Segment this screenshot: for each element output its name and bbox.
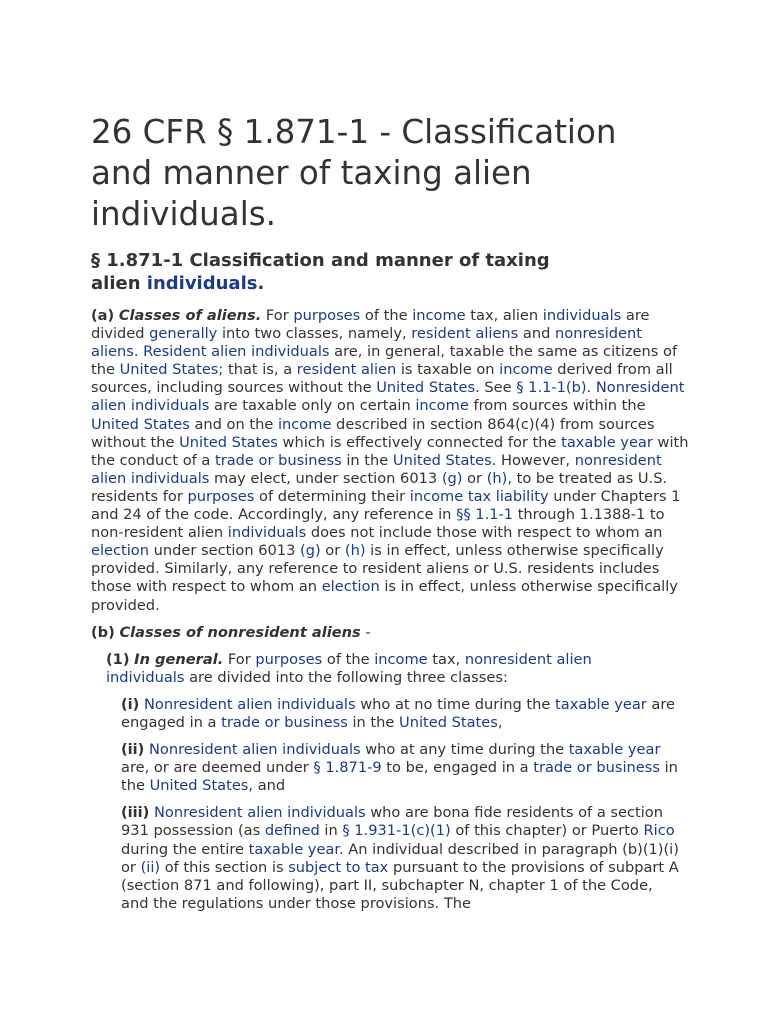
text-run: of the: [322, 650, 375, 668]
inline-link[interactable]: income: [412, 307, 466, 324]
text-run: are engaged in a: [121, 695, 676, 731]
inline-link[interactable]: nonresident aliens: [91, 325, 642, 361]
text-run: may elect, under section 6013: [209, 469, 442, 487]
text-run: tax,: [427, 650, 465, 668]
text-run: which is effectively connected for the: [277, 433, 562, 451]
paragraph-a-heading: Classes of aliens.: [118, 307, 262, 324]
document-page: [91, 112, 691, 913]
section-heading: [91, 249, 591, 295]
inline-link[interactable]: Nonresident alien individuals: [91, 379, 685, 415]
inline-link[interactable]: Resident alien individuals: [143, 343, 330, 361]
paragraph-b-suffix: -: [360, 623, 371, 641]
text-run: ; that is, a: [218, 361, 297, 379]
section-heading-text: § 1.871-1 Classification and manner of taxing alien: [91, 250, 550, 294]
inline-link[interactable]: individuals: [227, 524, 307, 542]
inline-link[interactable]: generally: [149, 325, 218, 343]
page-title: 26 CFR § 1.871-1 - Classification and manner of taxing alien individuals.: [91, 113, 617, 233]
paragraph-b-1: [106, 651, 596, 687]
inline-link[interactable]: purposes: [187, 487, 255, 505]
text-run: and: [518, 325, 556, 343]
inline-link[interactable]: Nonresident alien individuals: [154, 804, 366, 822]
paragraph-iii-body: [121, 804, 679, 911]
text-run: in the: [121, 759, 678, 795]
section-heading-link[interactable]: individuals: [146, 273, 258, 294]
text-run: ,: [497, 713, 503, 731]
inline-link[interactable]: United States: [179, 433, 278, 451]
inline-link[interactable]: §§ 1.1-1: [456, 506, 514, 524]
inline-link[interactable]: purposes: [293, 307, 361, 324]
text-run: are divided: [91, 307, 650, 343]
inline-link[interactable]: income: [499, 361, 553, 379]
text-run: derived from all sources, including sources without the: [91, 361, 673, 397]
inline-link[interactable]: taxable year: [561, 433, 653, 451]
inline-link[interactable]: (g): [441, 469, 463, 487]
inline-link[interactable]: income: [415, 397, 469, 415]
inline-link[interactable]: (ii): [140, 858, 161, 876]
inline-link[interactable]: taxable year: [568, 741, 661, 759]
inline-link[interactable]: (h): [344, 542, 366, 560]
inline-link[interactable]: income: [277, 415, 332, 433]
inline-link[interactable]: § 1.871-9: [313, 759, 382, 777]
paragraph-b-label: (b): [91, 623, 115, 641]
text-run: described in section 864(c)(4) from sources without the: [91, 415, 655, 451]
inline-link[interactable]: Rico: [643, 822, 675, 840]
inline-link[interactable]: (g): [300, 542, 321, 560]
text-run: are taxable only on certain: [209, 397, 416, 415]
text-run: of this section is: [160, 858, 289, 876]
text-run: is in effect, unless otherwise specifically provided. Similarly, any reference to resident aliens or U.S. residents includes those with respect to whom an: [91, 542, 664, 596]
inline-link[interactable]: United States: [376, 379, 476, 397]
text-run: .: [133, 343, 144, 361]
paragraph-b-1-label: (1): [106, 650, 130, 668]
inline-link[interactable]: income: [374, 650, 428, 668]
inline-link[interactable]: Nonresident alien individuals: [143, 695, 356, 713]
paragraph-iii-label: (iii): [121, 804, 150, 822]
paragraph-b-1-i: [121, 696, 681, 732]
inline-link[interactable]: defined: [264, 822, 320, 840]
text-run: tax, alien: [465, 307, 543, 324]
inline-link[interactable]: § 1.1-1(b): [516, 379, 587, 397]
text-run: , and: [248, 777, 286, 795]
text-run: pursuant to the provisions of subpart A (section 871 and following), part II, subchapter N, chapter 1 of the Code, and the regulations under those provisions. The: [121, 858, 679, 912]
text-run: For: [223, 650, 256, 668]
paragraph-b-1-iii: [121, 804, 681, 913]
inline-link[interactable]: election: [321, 578, 380, 596]
inline-link[interactable]: nonresident alien individuals: [91, 451, 662, 487]
text-run: or: [320, 542, 345, 560]
text-run: who at any time during the: [360, 741, 569, 759]
inline-link[interactable]: purposes: [255, 650, 323, 668]
inline-link[interactable]: nonresident alien individuals: [106, 650, 592, 686]
section-heading-suffix: .: [257, 273, 265, 294]
text-run: For: [261, 307, 294, 324]
text-run: . However,: [491, 451, 575, 469]
text-run: in: [319, 822, 343, 840]
text-run: in the: [347, 713, 400, 731]
inline-link[interactable]: taxable year: [248, 840, 340, 858]
inline-link[interactable]: trade or business: [221, 713, 348, 731]
text-run: .: [586, 379, 596, 397]
inline-link[interactable]: subject to tax: [288, 858, 389, 876]
inline-link[interactable]: election: [91, 542, 149, 560]
text-run: are, in general, taxable the same as citizens of the: [91, 343, 678, 379]
inline-link[interactable]: United States: [392, 451, 492, 469]
text-run: with the conduct of a: [91, 433, 689, 469]
paragraph-b: [91, 624, 691, 642]
text-run: is in effect, unless otherwise specifically provided.: [91, 578, 678, 614]
paragraph-a-body: [91, 307, 688, 614]
text-run: of this chapter) or Puerto: [450, 822, 644, 840]
text-run: . An individual described in paragraph (b)(1)(i) or: [121, 840, 679, 876]
inline-link[interactable]: United States: [119, 361, 219, 379]
inline-link[interactable]: § 1.931-1(c)(1): [342, 822, 451, 840]
inline-link[interactable]: United States: [149, 777, 249, 795]
inline-link[interactable]: resident alien: [296, 361, 397, 379]
paragraph-b-1-ii: [121, 741, 681, 795]
text-run: is taxable on: [396, 361, 500, 379]
text-run: of the: [360, 307, 413, 324]
text-run: in the: [341, 451, 393, 469]
paragraph-b-heading: Classes of nonresident aliens: [119, 623, 361, 641]
text-run: into two classes, namely,: [217, 325, 412, 343]
text-run: who at no time during the: [355, 695, 556, 713]
inline-link[interactable]: United States: [91, 415, 190, 433]
inline-link[interactable]: United States: [399, 713, 498, 731]
paragraph-b-1-heading: In general.: [134, 650, 224, 668]
text-run: and on the: [189, 415, 278, 433]
inline-link[interactable]: individuals: [542, 307, 622, 324]
inline-link[interactable]: Nonresident alien individuals: [149, 741, 361, 759]
inline-link[interactable]: (h): [486, 469, 508, 487]
inline-link[interactable]: trade or business: [533, 759, 660, 777]
paragraph-a-label: (a): [91, 307, 115, 324]
text-run: are, or are deemed under: [121, 759, 314, 777]
text-run: from sources within the: [468, 397, 646, 415]
text-run: to be, engaged in a: [381, 759, 534, 777]
inline-link[interactable]: taxable year: [555, 695, 647, 713]
text-run: who are bona fide residents of a section 931 possession (as: [121, 804, 663, 840]
text-run: of determining their: [254, 487, 410, 505]
text-run: , to be treated as U.S. residents for: [91, 469, 668, 505]
paragraph-a: [91, 307, 691, 615]
text-run: during the entire: [121, 840, 249, 858]
text-run: under Chapters 1 and 24 of the code. Accordingly, any reference in: [91, 487, 681, 524]
paragraph-i-body: [121, 696, 675, 731]
inline-link[interactable]: resident aliens: [411, 325, 519, 343]
inline-link[interactable]: income tax liability: [409, 487, 549, 505]
paragraph-ii-body: [121, 741, 678, 794]
text-run: under section 6013: [149, 542, 300, 560]
text-run: through 1.1388-1 to non-resident alien: [91, 506, 665, 542]
text-run: or: [462, 469, 487, 487]
paragraph-ii-label: (ii): [121, 741, 145, 759]
text-run: does not include those with respect to whom an: [306, 524, 663, 542]
inline-link[interactable]: trade or business: [214, 451, 342, 469]
text-run: are divided into the following three classes:: [184, 668, 508, 686]
paragraph-i-label: (i): [121, 695, 140, 713]
text-run: . See: [475, 379, 517, 397]
